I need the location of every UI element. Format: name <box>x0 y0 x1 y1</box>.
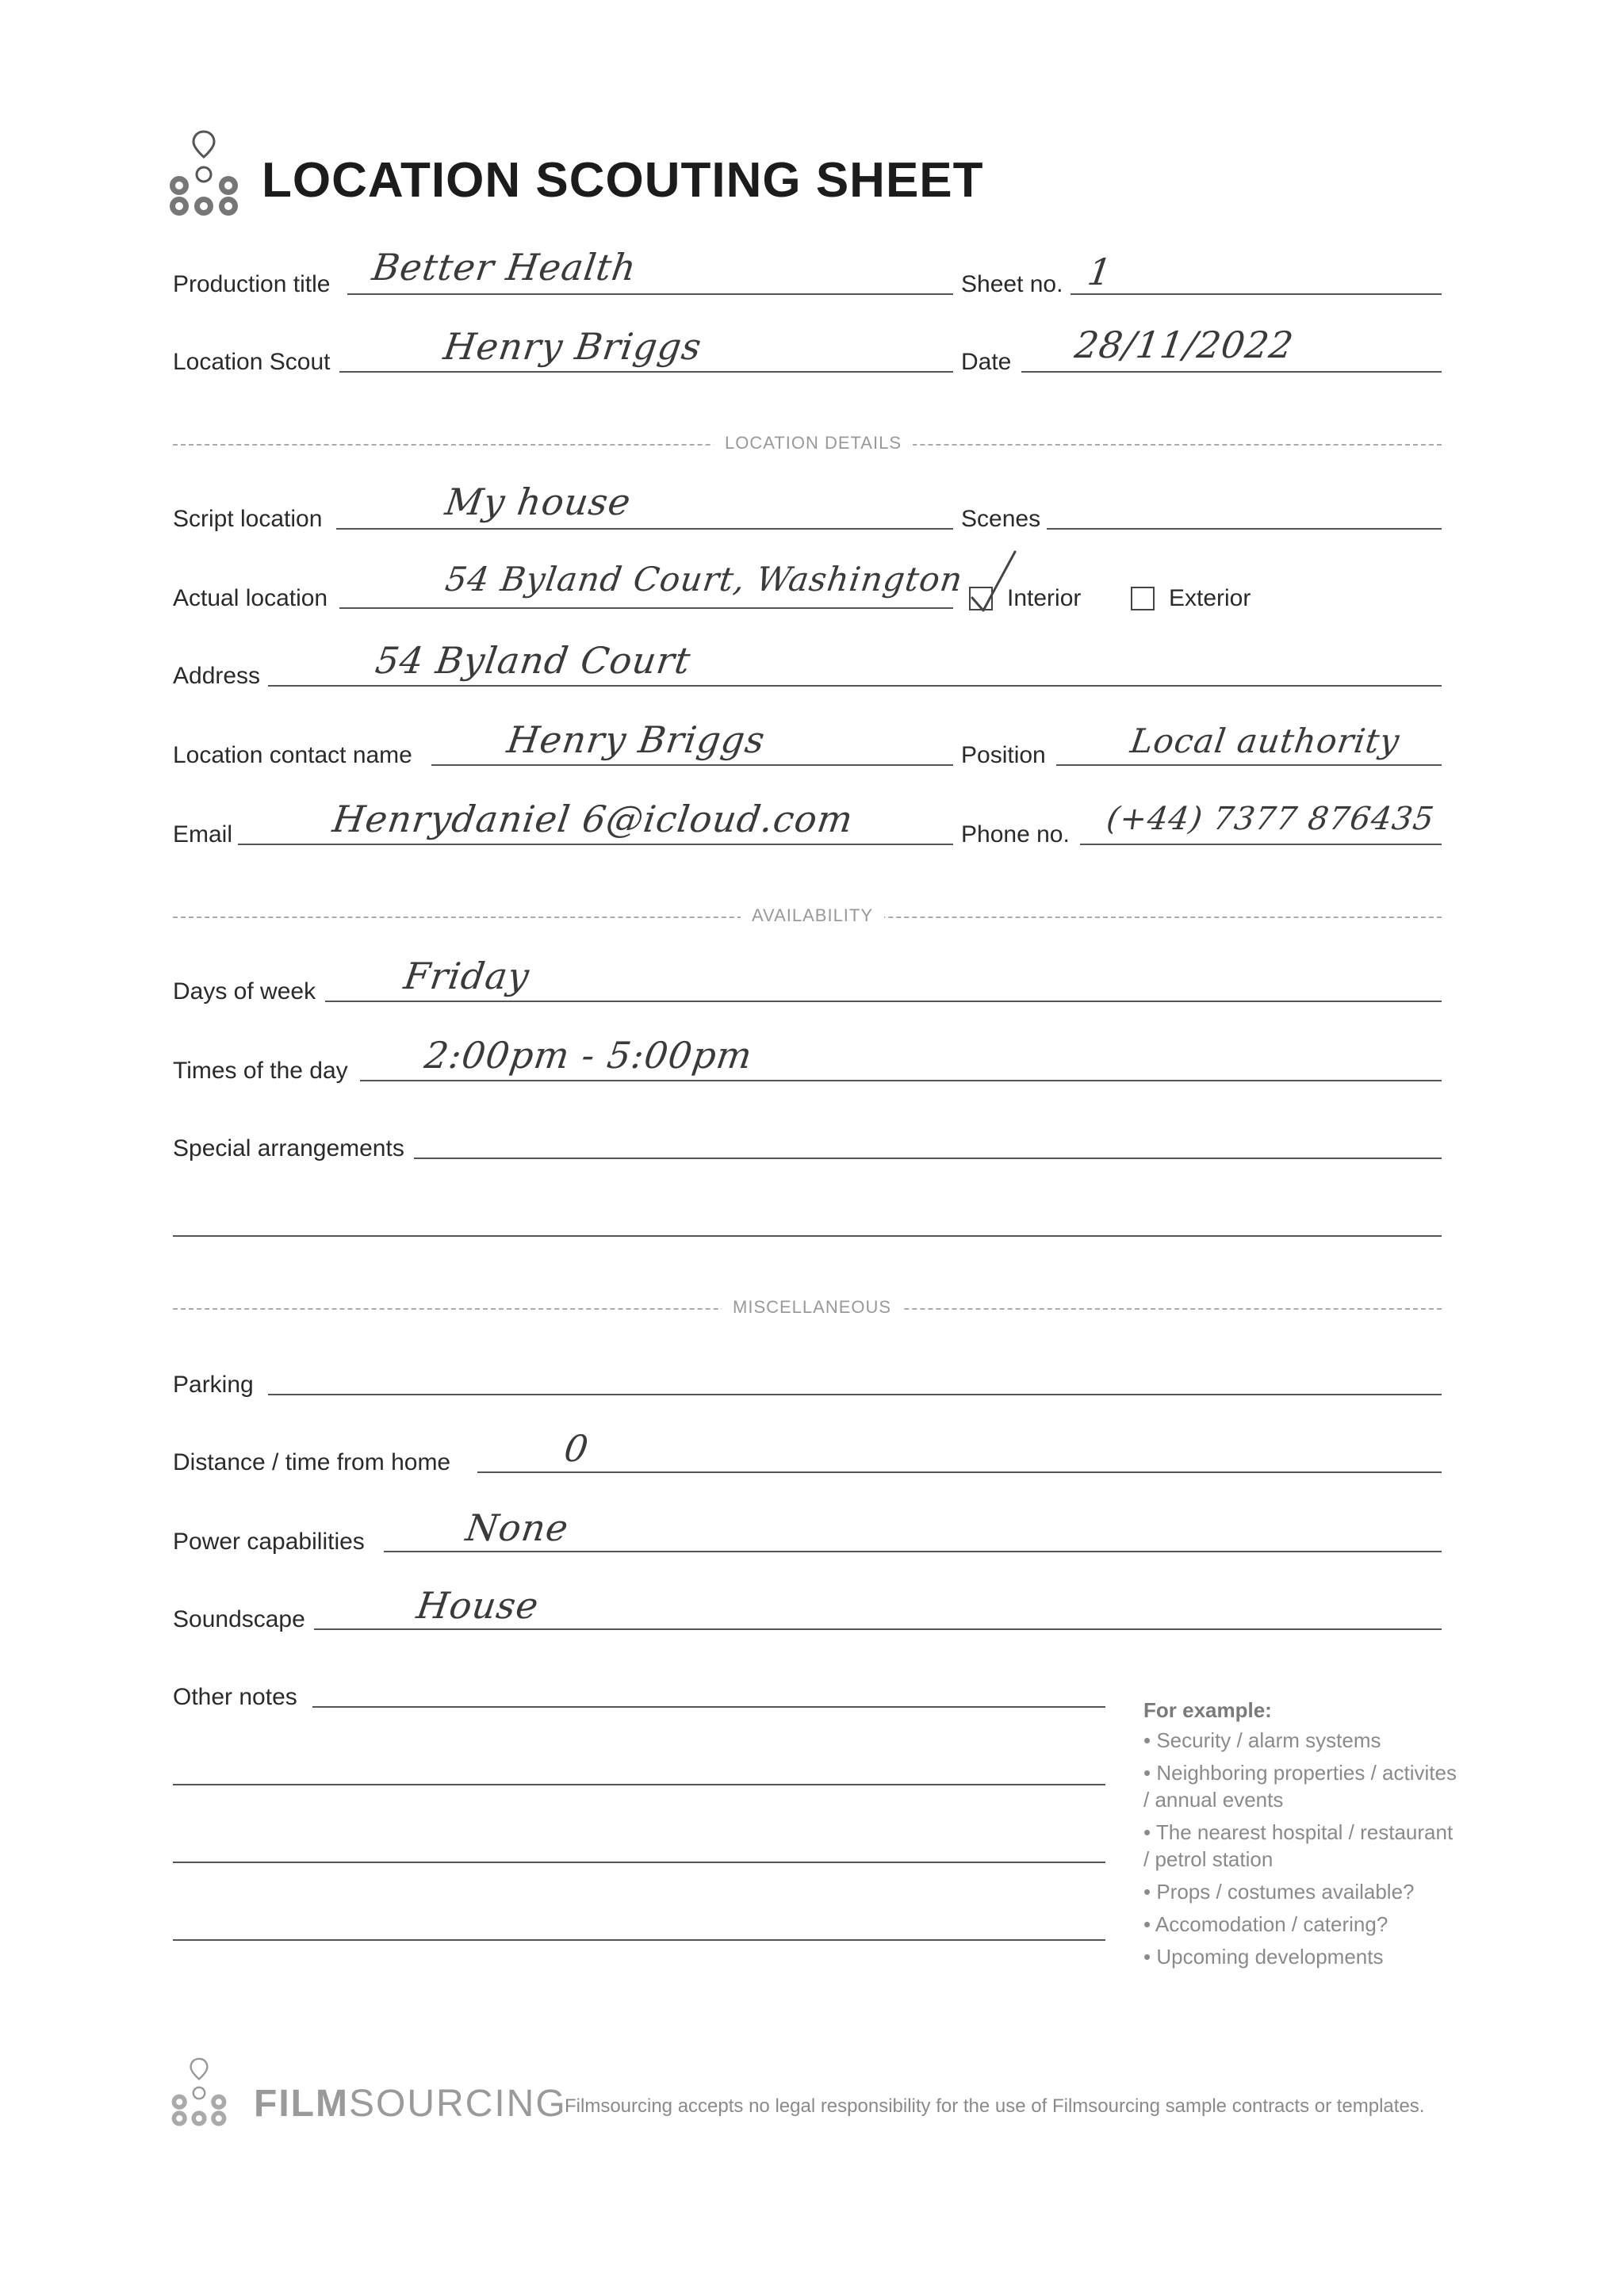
brand-wordmark <box>254 2082 567 2126</box>
production-title-label: Production title <box>173 271 331 297</box>
example-item: • The nearest hospital / restaurant / petrol station <box>1143 1820 1454 1871</box>
email-value[interactable]: Henrydaniel 6@icloud.com <box>330 798 856 840</box>
contact-name-label: Location contact name <box>173 742 412 768</box>
script-location-line <box>336 528 953 530</box>
date-line <box>1021 371 1442 373</box>
brand-bold: FILM <box>254 2083 349 2125</box>
email-line <box>238 844 953 845</box>
special-arrangements-line <box>414 1158 1442 1159</box>
actual-location-label: Actual location <box>173 585 328 611</box>
distance-label: Distance / time from home <box>173 1449 451 1475</box>
sheet-no-label: Sheet no. <box>961 271 1063 297</box>
power-value[interactable]: None <box>463 1506 572 1549</box>
distance-value[interactable]: 0 <box>561 1427 592 1470</box>
power-label: Power capabilities <box>173 1529 365 1555</box>
production-title-value[interactable]: Better Health <box>370 246 640 289</box>
scenes-line <box>1047 528 1442 530</box>
location-scout-label: Location Scout <box>173 349 331 375</box>
section-label-location-details: LOCATION DETAILS <box>714 433 913 453</box>
address-label: Address <box>173 663 261 689</box>
exterior-checkbox[interactable] <box>1131 587 1155 610</box>
soundscape-label: Soundscape <box>173 1606 305 1632</box>
other-notes-line <box>312 1706 1105 1708</box>
times-of-day-line <box>360 1080 1442 1081</box>
sheet-no-value[interactable]: 1 <box>1085 251 1116 293</box>
brand-light: SOURCING <box>348 2083 567 2125</box>
special-arrangements-label: Special arrangements <box>173 1135 404 1161</box>
parking-label: Parking <box>173 1372 254 1398</box>
special-arrangements-line-2 <box>173 1235 1442 1237</box>
days-of-week-value[interactable]: Friday <box>401 955 533 997</box>
days-of-week-label: Days of week <box>173 978 316 1004</box>
examples-heading: For example: <box>1143 1698 1272 1722</box>
section-label-miscellaneous: MISCELLANEOUS <box>722 1297 902 1318</box>
power-line <box>384 1551 1442 1552</box>
soundscape-line <box>314 1628 1442 1630</box>
film-reel-logo-icon <box>168 127 239 230</box>
parking-line <box>268 1394 1442 1395</box>
scenes-label: Scenes <box>961 506 1041 532</box>
other-notes-line-3 <box>173 1862 1105 1863</box>
location-scout-value[interactable]: Henry Briggs <box>441 325 705 368</box>
examples-box <box>1143 1697 1461 1976</box>
script-location-label: Script location <box>173 506 323 532</box>
script-location-value[interactable]: My house <box>442 480 634 523</box>
other-notes-line-2 <box>173 1784 1105 1785</box>
soundscape-value[interactable]: House <box>414 1584 542 1627</box>
section-label-availability: AVAILABILITY <box>741 905 884 926</box>
date-value[interactable]: 28/11/2022 <box>1072 323 1297 366</box>
contact-name-value[interactable]: Henry Briggs <box>504 718 768 761</box>
date-label: Date <box>961 349 1012 375</box>
position-label: Position <box>961 742 1046 768</box>
phone-value[interactable]: (+44) 7377 876435 <box>1104 801 1437 837</box>
other-notes-label: Other notes <box>173 1684 297 1710</box>
filmsourcing-logo-icon <box>170 2055 228 2137</box>
production-title-line <box>347 293 953 295</box>
page-title: LOCATION SCOUTING SHEET <box>262 153 984 208</box>
example-item: • Upcoming developments <box>1143 1945 1384 1969</box>
actual-location-line <box>339 607 953 609</box>
distance-line <box>477 1471 1442 1473</box>
times-of-day-value[interactable]: 2:00pm - 5:00pm <box>422 1034 756 1077</box>
actual-location-value[interactable]: 54 Byland Court, Washington <box>442 560 966 599</box>
interior-label: Interior <box>1007 585 1082 611</box>
example-item: • Props / costumes available? <box>1143 1880 1415 1904</box>
other-notes-line-4 <box>173 1939 1105 1941</box>
example-item: • Neighboring properties / activites / annual events <box>1143 1761 1457 1812</box>
location-scout-line <box>339 371 953 373</box>
position-line <box>1056 764 1442 766</box>
contact-name-line <box>431 764 953 766</box>
example-item: • Accomodation / catering? <box>1143 1912 1388 1936</box>
address-line <box>268 685 1442 687</box>
email-label: Email <box>173 821 233 848</box>
position-value[interactable]: Local authority <box>1128 721 1403 760</box>
times-of-day-label: Times of the day <box>173 1058 348 1084</box>
phone-line <box>1080 844 1442 845</box>
sheet-no-line <box>1071 293 1442 295</box>
exterior-label: Exterior <box>1169 585 1251 611</box>
address-value[interactable]: 54 Byland Court <box>373 639 694 682</box>
interior-checkbox[interactable] <box>969 587 993 610</box>
example-item: • Security / alarm systems <box>1143 1728 1381 1752</box>
phone-label: Phone no. <box>961 821 1070 848</box>
footer-disclaimer: Filmsourcing accepts no legal responsibility for the use of Filmsourcing sample contracts or templates. <box>565 2095 1425 2117</box>
days-of-week-line <box>325 1001 1442 1002</box>
